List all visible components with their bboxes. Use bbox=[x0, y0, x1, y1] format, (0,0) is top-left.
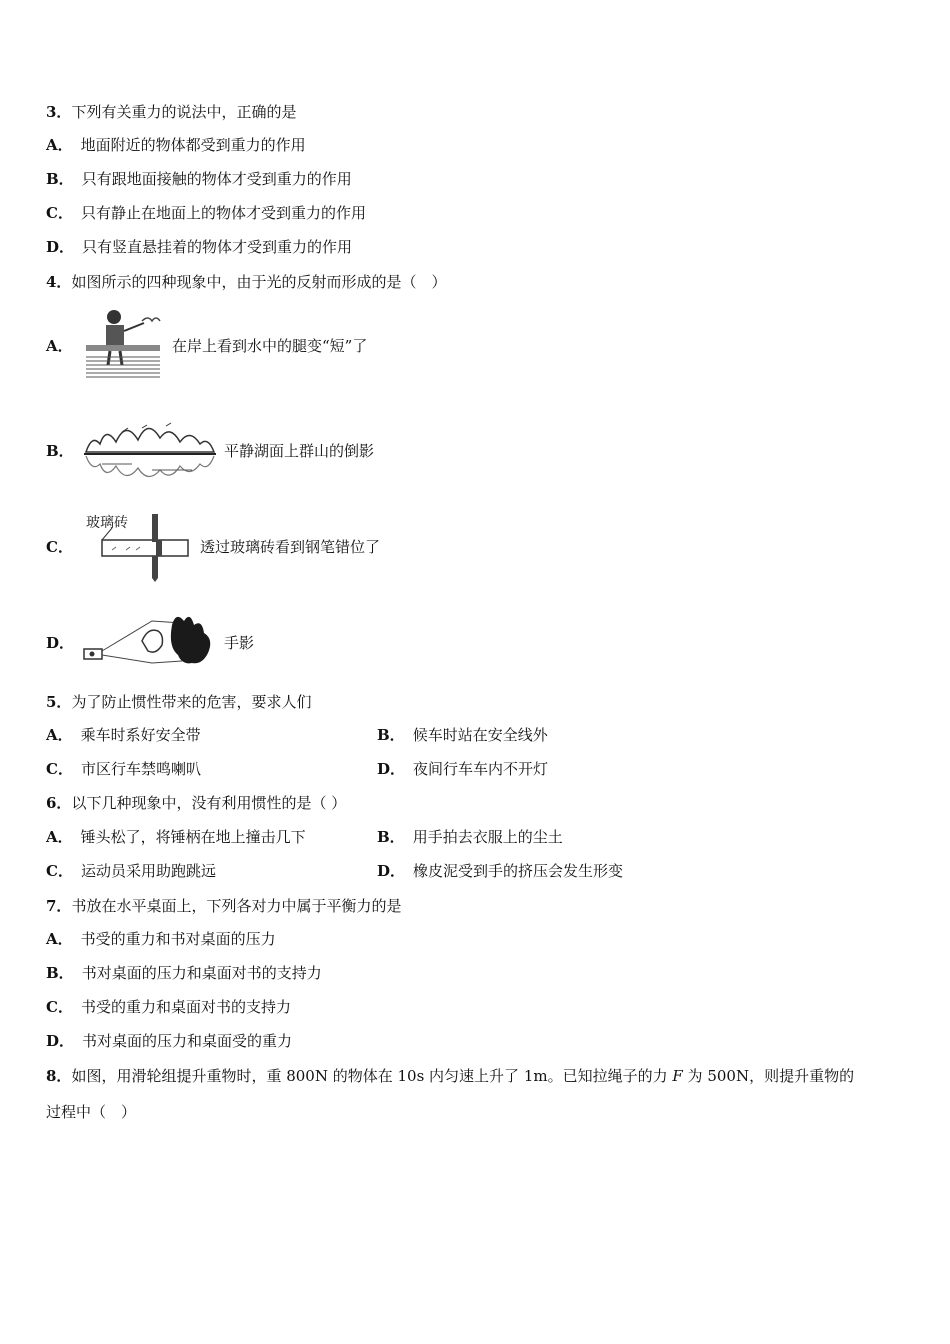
q7-option-d[interactable]: D． 书对桌面的压力和桌面受的重力 bbox=[46, 1032, 293, 1050]
q8-stem-line2: 过程中（ ） bbox=[46, 1103, 137, 1121]
q5-stem: 5．为了防止惯性带来的危害，要求人们 bbox=[46, 693, 312, 711]
person-legs-in-water-icon bbox=[82, 307, 166, 383]
hand-shadow-icon bbox=[82, 611, 218, 673]
q5-option-c[interactable]: C． 市区行车禁鸣喇叭 bbox=[46, 760, 201, 778]
mountain-reflection-icon bbox=[82, 414, 218, 486]
q6-stem: 6．以下几种现象中，没有利用惯性的是（ ） bbox=[46, 794, 347, 812]
q4-option-c[interactable]: C． 玻璃砖 透过玻璃砖看到钢笔错位了 bbox=[46, 508, 380, 584]
q4-option-b[interactable]: B． 平静湖面上群山的倒影 bbox=[46, 410, 374, 490]
q3-option-b[interactable]: B． 只有跟地面接触的物体才受到重力的作用 bbox=[46, 170, 352, 188]
q6-option-c[interactable]: C． 运动员采用助跑跳远 bbox=[46, 862, 216, 880]
q7-stem: 7．书放在水平桌面上，下列各对力中属于平衡力的是 bbox=[46, 897, 402, 915]
q6-option-b[interactable]: B． 用手拍去衣服上的尘土 bbox=[377, 828, 563, 846]
q7-option-b[interactable]: B． 书对桌面的压力和桌面对书的支持力 bbox=[46, 964, 322, 982]
q6-option-d[interactable]: D． 橡皮泥受到手的挤压会发生形变 bbox=[377, 862, 624, 880]
q5-option-d[interactable]: D． 夜间行车车内不开灯 bbox=[377, 760, 549, 778]
q8-stem: 8．如图，用滑轮组提升重物时，重 800N 的物体在 10s 内匀速上升了 1m。已知拉绳子的力 F 为 500N，则提升重物的 bbox=[46, 1067, 855, 1085]
q4-stem: 4．如图所示的四种现象中，由于光的反射而形成的是（ ） bbox=[46, 273, 447, 291]
q3-option-a[interactable]: A． 地面附近的物体都受到重力的作用 bbox=[46, 136, 306, 154]
q7-option-c[interactable]: C． 书受的重力和桌面对书的支持力 bbox=[46, 998, 291, 1016]
q5-option-a[interactable]: A． 乘车时系好安全带 bbox=[46, 726, 201, 744]
q5-option-b[interactable]: B． 候车时站在安全线外 bbox=[377, 726, 548, 744]
glass-brick-label: 玻璃砖 bbox=[86, 515, 128, 531]
q6-option-a[interactable]: A． 锤头松了，将锤柄在地上撞击几下 bbox=[46, 828, 306, 846]
q3-option-c[interactable]: C． 只有静止在地面上的物体才受到重力的作用 bbox=[46, 204, 366, 222]
glass-brick-pen-icon bbox=[82, 510, 194, 582]
q3-stem: 3．下列有关重力的说法中，正确的是 bbox=[46, 103, 297, 121]
q3-option-d[interactable]: D． 只有竖直悬挂着的物体才受到重力的作用 bbox=[46, 238, 353, 256]
q4-option-a[interactable]: A． 在岸上看到水中的腿变“短”了 bbox=[46, 305, 367, 385]
q7-option-a[interactable]: A． 书受的重力和书对桌面的压力 bbox=[46, 930, 276, 948]
q4-option-d[interactable]: D． 手影 bbox=[46, 604, 254, 680]
